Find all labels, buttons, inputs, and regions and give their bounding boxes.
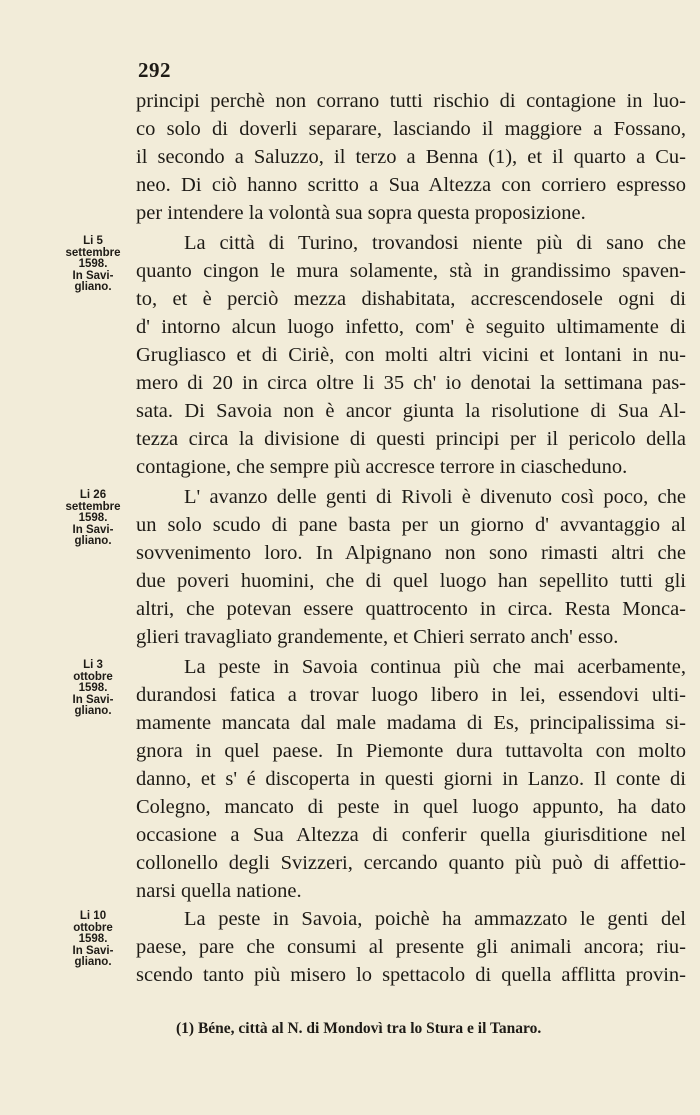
text-line: occasione a Sua Altezza di conferir quella giurisditione nel bbox=[136, 824, 686, 846]
margin-note-line: In Savi- bbox=[72, 944, 114, 957]
text-line: un solo scudo di pane basta per un giorno d' avvantaggio al bbox=[136, 514, 686, 536]
text-line: L' avanzo delle genti di Rivoli è divenuto così poco, che bbox=[184, 486, 686, 508]
margin-note-line: Li 10 bbox=[79, 910, 107, 922]
margin-note bbox=[58, 236, 128, 294]
text-line: per intendere la volontà sua sopra questa proposizione. bbox=[136, 202, 586, 224]
text-line: sovvenimento loro. In Alpignano non sono rimasti altri che bbox=[136, 542, 686, 564]
text-line: il secondo a Saluzzo, il terzo a Benna (1), et il quarto a Cu- bbox=[136, 146, 686, 168]
text-line: La peste in Savoia, poichè ha ammazzato le genti del bbox=[184, 908, 686, 930]
text-line: contagione, che sempre più accresce terrore in ciascheduno. bbox=[136, 456, 628, 478]
text-line: Colegno, mancato di peste in quel luogo appunto, ha dato bbox=[136, 796, 686, 818]
margin-note-line: gliano. bbox=[74, 705, 112, 717]
margin-note-line: Li 3 bbox=[83, 659, 103, 671]
footnote: (1) Béne, città al N. di Mondovì tra lo Stura e il Tanaro. bbox=[176, 1020, 542, 1037]
margin-note-line: settembre bbox=[65, 500, 121, 513]
text-line: co solo di doverli separare, lasciando il maggiore a Fossano, bbox=[136, 118, 686, 140]
text-line: La peste in Savoia continua più che mai acerbamente, bbox=[184, 656, 686, 678]
text-line: to, et è perciò mezza dishabitata, accrescendosele ogni di bbox=[136, 288, 686, 310]
text-line: scendo tanto più misero lo spettacolo di quella afflitta provin- bbox=[136, 964, 686, 986]
text-line: collonello degli Svizzeri, cercando quanto più può di affettio- bbox=[136, 852, 686, 874]
margin-note-line: 1598. bbox=[78, 512, 108, 524]
text-line: principi perchè non corrano tutti rischio di contagione in luo- bbox=[136, 90, 686, 112]
text-line: La città di Turino, trovandosi niente più di sano che bbox=[184, 232, 686, 254]
margin-note-line: 1598. bbox=[78, 682, 108, 694]
text-line: mamente mancata dal male madama di Es, principalissima si- bbox=[136, 712, 686, 734]
text-line: mero di 20 in circa oltre li 35 ch' io denotai la settimana pas- bbox=[136, 372, 686, 394]
text-line: glieri travagliato grandemente, et Chieri serrato anch' esso. bbox=[136, 626, 619, 648]
text-line: altri, che potevan essere quattrocento in circa. Resta Monca- bbox=[136, 598, 686, 620]
margin-note-line: In Savi- bbox=[72, 269, 114, 282]
margin-note-line: ottobre bbox=[73, 670, 113, 683]
text-line: sata. Di Savoia non è ancor giunta la risolutione di Sua Al- bbox=[136, 400, 686, 422]
margin-note-line: 1598. bbox=[78, 258, 108, 270]
margin-note-line: gliano. bbox=[74, 535, 112, 547]
page-number: 292 bbox=[138, 58, 171, 82]
text-line: durandosi fatica a trovar luogo libero in lei, essendovi ulti- bbox=[136, 684, 686, 706]
text-line: d' intorno alcun luogo infetto, com' è seguito ultimamente di bbox=[136, 316, 686, 338]
text-line: quanto cingon le mura solamente, stà in grandissimo spaven- bbox=[136, 260, 686, 282]
margin-note bbox=[58, 660, 128, 718]
text-line: narsi quella natione. bbox=[136, 880, 302, 902]
margin-note-line: settembre bbox=[65, 246, 121, 259]
margin-note-line: 1598. bbox=[78, 933, 108, 945]
text-line: neo. Di ciò hanno scritto a Sua Altezza con corriero espresso bbox=[136, 174, 686, 196]
text-line: gnora in quel paese. In Piemonte dura tuttavolta con molto bbox=[136, 740, 686, 762]
margin-note-line: In Savi- bbox=[72, 523, 114, 536]
margin-note bbox=[58, 911, 128, 969]
text-line: danno, et s' é discoperta in questi giorni in Lanzo. Il conte di bbox=[136, 768, 686, 790]
margin-note-line: Li 26 bbox=[79, 489, 107, 501]
text-line: tezza circa la divisione di questi principi per il pericolo della bbox=[136, 428, 686, 450]
margin-note-line: gliano. bbox=[74, 956, 112, 968]
margin-note-line: gliano. bbox=[74, 281, 112, 293]
text-line: Grugliasco et di Ciriè, con molti altri vicini et lontani in nu- bbox=[136, 344, 686, 366]
margin-note-line: Li 5 bbox=[83, 235, 103, 247]
margin-note-line: ottobre bbox=[73, 921, 113, 934]
text-line: paese, pare che consumi al presente gli animali ancora; riu- bbox=[136, 936, 686, 958]
margin-note bbox=[58, 490, 128, 548]
text-line: due poveri huomini, che di quel luogo han sepellito tutti gli bbox=[136, 570, 686, 592]
margin-note-line: In Savi- bbox=[72, 693, 114, 706]
